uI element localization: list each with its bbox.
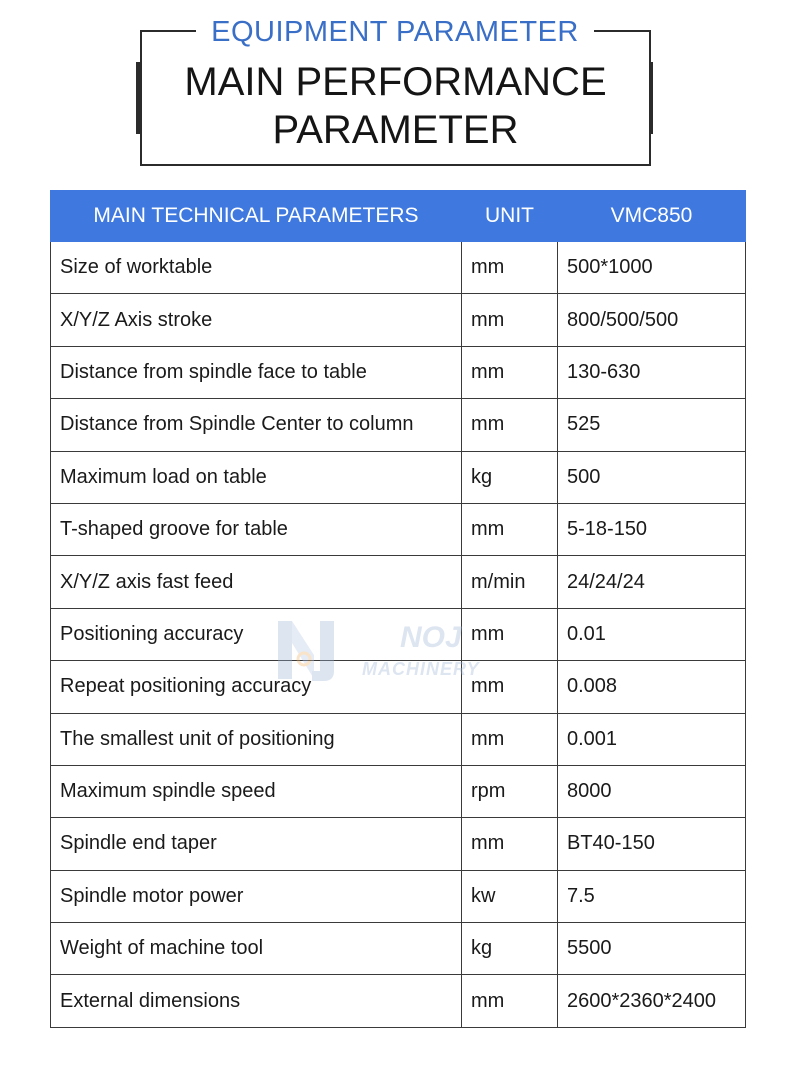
cell-parameter: Spindle motor power [51,870,462,922]
cell-unit: mm [462,713,558,765]
watermark-sub: MACHINERY [362,659,480,679]
table-row [51,294,746,346]
page-title-line-1: MAIN PERFORMANCE [184,60,607,104]
cell-unit: mm [462,818,558,870]
page-title-line-2: PARAMETER [272,108,519,152]
cell-unit: mm [462,294,558,346]
cell-unit: mm [462,503,558,555]
table-row [51,608,746,660]
cell-value: 525 [558,399,746,451]
cell-unit: kg [462,923,558,975]
cell-unit: kg [462,451,558,503]
cell-unit: rpm [462,765,558,817]
table-row [51,923,746,975]
cell-unit: mm [462,346,558,398]
cell-value: 7.5 [558,870,746,922]
column-header-unit: UNIT [462,191,558,242]
cell-value: 24/24/24 [558,556,746,608]
cell-value: BT40-150 [558,818,746,870]
cell-parameter: Maximum load on table [51,451,462,503]
table-row [51,503,746,555]
cell-value: 0.008 [558,661,746,713]
table-row [51,451,746,503]
cell-parameter: X/Y/Z Axis stroke [51,294,462,346]
cell-value: 800/500/500 [558,294,746,346]
table-row [51,346,746,398]
table-row [51,870,746,922]
cell-parameter: Size of worktable [51,242,462,294]
cell-parameter: Distance from Spindle Center to column [51,399,462,451]
table-header-row [51,191,746,242]
cell-value: 5-18-150 [558,503,746,555]
table-row [51,975,746,1027]
table-row [51,661,746,713]
cell-parameter: External dimensions [51,975,462,1027]
cell-unit: kw [462,870,558,922]
cell-value: 130-630 [558,346,746,398]
spec-table [50,190,746,1028]
cell-parameter: Repeat positioning accuracy [51,661,462,713]
table-body [51,242,746,1028]
cell-unit: mm [462,661,558,713]
table-row [51,242,746,294]
cell-unit: mm [462,399,558,451]
column-header-model: VMC850 [558,191,746,242]
table-row [51,765,746,817]
cell-unit: mm [462,975,558,1027]
cell-parameter: Spindle end taper [51,818,462,870]
cell-value: 500 [558,451,746,503]
table-row [51,713,746,765]
cell-value: 8000 [558,765,746,817]
cell-parameter: Maximum spindle speed [51,765,462,817]
cell-unit: mm [462,242,558,294]
table-row [51,399,746,451]
cell-value: 500*1000 [558,242,746,294]
table-row [51,818,746,870]
cell-parameter: X/Y/Z axis fast feed [51,556,462,608]
section-eyebrow: EQUIPMENT PARAMETER [211,16,579,48]
cell-parameter: Positioning accuracy [51,608,462,660]
column-header-parameter: MAIN TECHNICAL PARAMETERS [51,191,462,242]
cell-value: 2600*2360*2400 [558,975,746,1027]
cell-parameter: Distance from spindle face to table [51,346,462,398]
cell-parameter: T-shaped groove for table [51,503,462,555]
cell-parameter: Weight of machine tool [51,923,462,975]
page-title [140,58,651,154]
cell-value: 0.001 [558,713,746,765]
cell-value: 0.01 [558,608,746,660]
table-row [51,556,746,608]
watermark-brand: NOJ [400,621,462,654]
cell-unit: mm [462,608,558,660]
cell-value: 5500 [558,923,746,975]
cell-unit: m/min [462,556,558,608]
cell-parameter: The smallest unit of positioning [51,713,462,765]
